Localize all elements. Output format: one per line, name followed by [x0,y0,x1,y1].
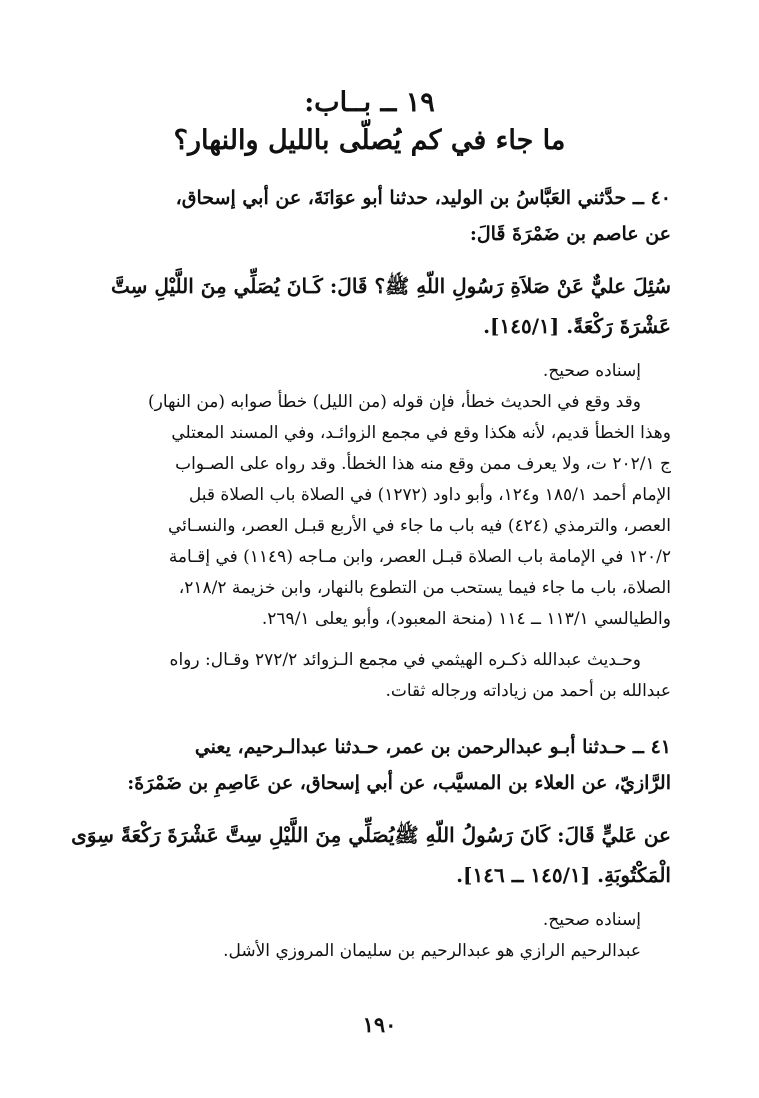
commentary-line: وقد وقع في الحديث خطأ، فإن قوله (من الليل) خطأ صوابه (من النهار) [148,392,641,412]
hadith-40-haythami-note [68,645,671,707]
commentary-line: ج ٢٠٢/١ ت، ولا يعرف ممن وقع منه هذا الخطأ. وقد رواه على الصـواب [175,454,671,474]
hadith-40-matn-line-2: عَشْرَةَ رَكْعَةً. [١٤٥/١]. [483,314,671,338]
haythami-line: عبدالله بن أحمد من زياداته ورجاله ثقات. [385,681,671,701]
hadith-41-grade: إسناده صحيح. [542,910,641,930]
hadith-40-isnad-line-2: عن عاصم بن ضَمْرَةَ قَالَ: [469,223,671,245]
chapter-number: ١٩ ــ بــاب: [304,87,435,118]
hadith-41-isnad-line-1: ٤١ ــ حـدثنا أبـو عبدالرحمن بن عمر، حـدثنا عبدالـرحيم، يعني [194,736,671,758]
commentary-line: الصلاة، باب ما جاء فيما يستحب من التطوع بالنهار، وابن خزيمة ٢١٨/٢، [178,578,671,598]
commentary-line: العصر، والترمذي (٤٢٤) فيه باب ما جاء في الأربع قبـل العصر، والنسـائي [167,516,671,536]
hadith-41-isnad-line-2: الرَّازيّ، عن العلاء بن المسيَّب، عن أبي إسحاق، عن عَاصِمِ بن ضَمْرَةَ: [127,772,671,794]
hadith-40 [68,180,671,707]
commentary-line: ١٢٠/٢ في الإمامة باب الصلاة قبـل العصر، وابن مـاجه (١١٤٩) في إقـامة [168,547,671,567]
chapter-title: ما جاء في كم يُصلّى بالليل والنهار؟ [173,125,566,156]
hadith-41 [68,729,671,967]
hadith-41-matn-line-1: عن عَليٍّ قَالَ: كَانَ رَسُولُ اللّهِ ﷺيُصَلِّي مِنَ اللَّيْلِ سِتَّ عَشْرَةَ رَكْعَةً سِوَى [71,823,671,847]
hadith-40-grade: إسناده صحيح. [542,361,641,381]
page-number: ١٩٠ [362,1012,397,1037]
hadith-41-note: عبدالرحيم الرازي هو عبدالرحيم بن سليمان المروزي الأشل. [223,941,641,961]
commentary-line: الإمام أحمد ١٨٥/١ و١٢٤، وأبو داود (١٢٧٢) في الصلاة باب الصلاة قبل [188,485,671,505]
hadith-40-commentary [68,387,671,635]
commentary-line: وهذا الخطأ قديم، لأنه هكذا وقع في مجمع الزوائـد، وفي المسند المعتلي [171,423,671,443]
hadith-40-isnad-line-1: ٤٠ ــ حدَّثني العَبَّاسُ بن الوليد، حدثنا أبو عوَانَةَ، عن أبي إسحاق، [175,187,671,209]
hadith-41-matn-line-2: الْمَكْتُوبَةِ. [١٤٥/١ ــ ١٤٦]. [456,863,671,887]
commentary-line: والطيالسي ١١٣/١ ــ ١١٤ (منحة المعبود)، وأبو يعلى ٢٦٩/١. [261,609,671,629]
haythami-line: وحـديث عبدالله ذكـره الهيثمي في مجمع الـزوائد ٢٧٢/٢ وقـال: رواه [169,650,641,670]
hadith-40-matn-line-1: سُئِلَ عليٌّ عَنْ صَلاَةِ رَسُولِ اللّهِ ﷺ؟ قَالَ: كَـانَ يُصَلِّي مِنَ اللَّيْلِ سِتَّ [110,274,671,298]
